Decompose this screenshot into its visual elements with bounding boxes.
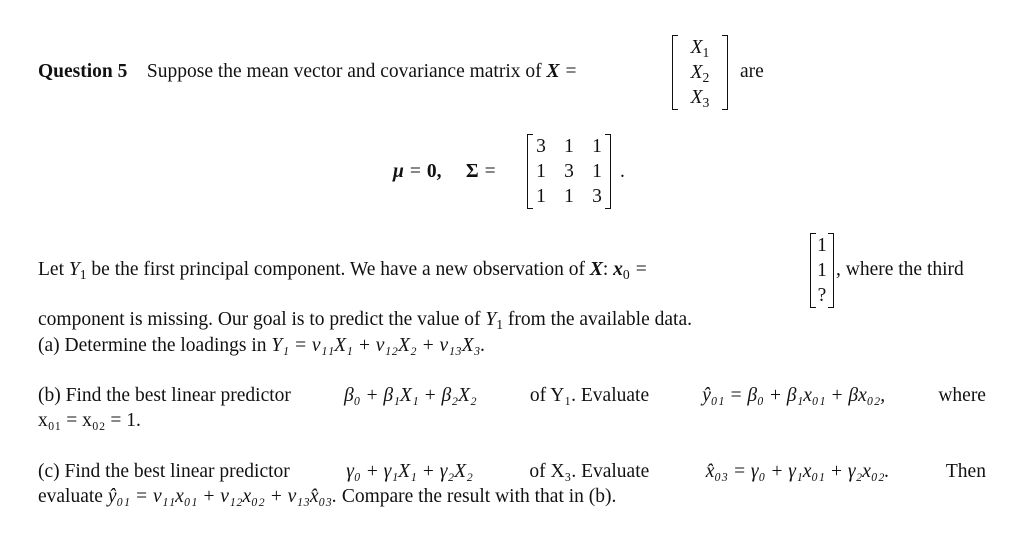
subscript: 0 [622,267,630,282]
let-line [38,258,653,282]
matrix-cell: 1 [592,136,602,157]
text: from the available data. [507,309,692,330]
matrix-cell: 1 [564,136,574,157]
subscript: 1 [79,267,87,282]
text: (c) Find the best linear predictor [38,461,290,482]
equals: = [565,61,577,82]
equation: ŷ₀₁ = v₁₁x₀₁ + v₁₂x₀₂ + v₁₃x̂₀₃. [107,486,337,507]
y-symbol: Y [68,259,80,280]
matrix-cell: 1 [536,161,546,182]
x-symbol: X [589,259,603,280]
x0-symbol: x [613,259,623,280]
x-vector-entry: $X_3$ [690,87,710,110]
part-c [38,460,986,484]
text: (b) Find the best linear predictor [38,385,291,406]
equals: = [635,259,647,280]
question-header [38,60,583,84]
text: of Y₁. Evaluate [529,385,650,406]
mu-symbol: μ [393,161,404,182]
params-line [393,160,502,184]
x-vector-entry: $X_1$ [690,37,710,60]
equation: x̂₀₃ = γ₀ + γ₁x₀₁ + γ₂x₀₂. [705,461,890,482]
text: where [938,385,986,406]
period: . [620,161,625,182]
text: Then [945,461,986,482]
text: be the first principal component. We have a new observation of [91,259,585,280]
text: (a) Determine the loadings in [38,335,267,356]
sigma-symbol: Σ [465,161,479,182]
x-vector-entry: $X_2$ [690,62,710,85]
equation: x₀₁ = x₀₂ = 1. [38,410,141,431]
equals: = [484,161,496,182]
x-vector [672,35,728,110]
are-text: are [740,61,764,82]
matrix-cell: 3 [592,186,602,207]
equals: = [409,161,421,182]
y-symbol: Y [485,309,497,330]
part-b [38,384,986,408]
subscript: 1 [496,317,504,332]
text: , where the third [836,259,964,280]
matrix-cell: 1 [592,161,602,182]
matrix-cell: 3 [564,161,574,182]
equation: ŷ₀₁ = β₀ + β₁x₀₁ + βx₀₂, [702,385,886,406]
line-4 [38,308,692,332]
text: component is missing. Our goal is to predict the value of [38,309,481,330]
matrix-cell: 1 [536,186,546,207]
part-c-line2 [38,485,616,509]
text: evaluate [38,486,103,507]
intro-text: Suppose the mean vector and covariance matrix of [146,61,542,82]
text: Let [38,259,64,280]
vector-entry: 1 [817,260,827,281]
x0-vector [810,233,834,308]
text: Compare the result with that in (b). [341,486,617,507]
equation: β₀ + β₁X₁ + β₂X₂ [344,385,477,406]
zero: 0, [426,161,442,182]
equation: Y₁ = v₁₁X₁ + v₁₂X₂ + v₁₃X₃. [271,335,486,356]
x-symbol: X [546,61,560,82]
vector-entry: ? [817,285,827,306]
question-label: Question 5 [38,61,128,82]
equation: γ₀ + γ₁X₁ + γ₂X₂ [346,461,473,482]
text: of X₃. Evaluate [529,461,650,482]
sigma-matrix [527,134,611,209]
vector-entry: 1 [817,235,827,256]
matrix-cell: 3 [536,136,546,157]
colon: : [602,259,609,280]
matrix-cell: 1 [564,186,574,207]
part-a [38,334,485,358]
